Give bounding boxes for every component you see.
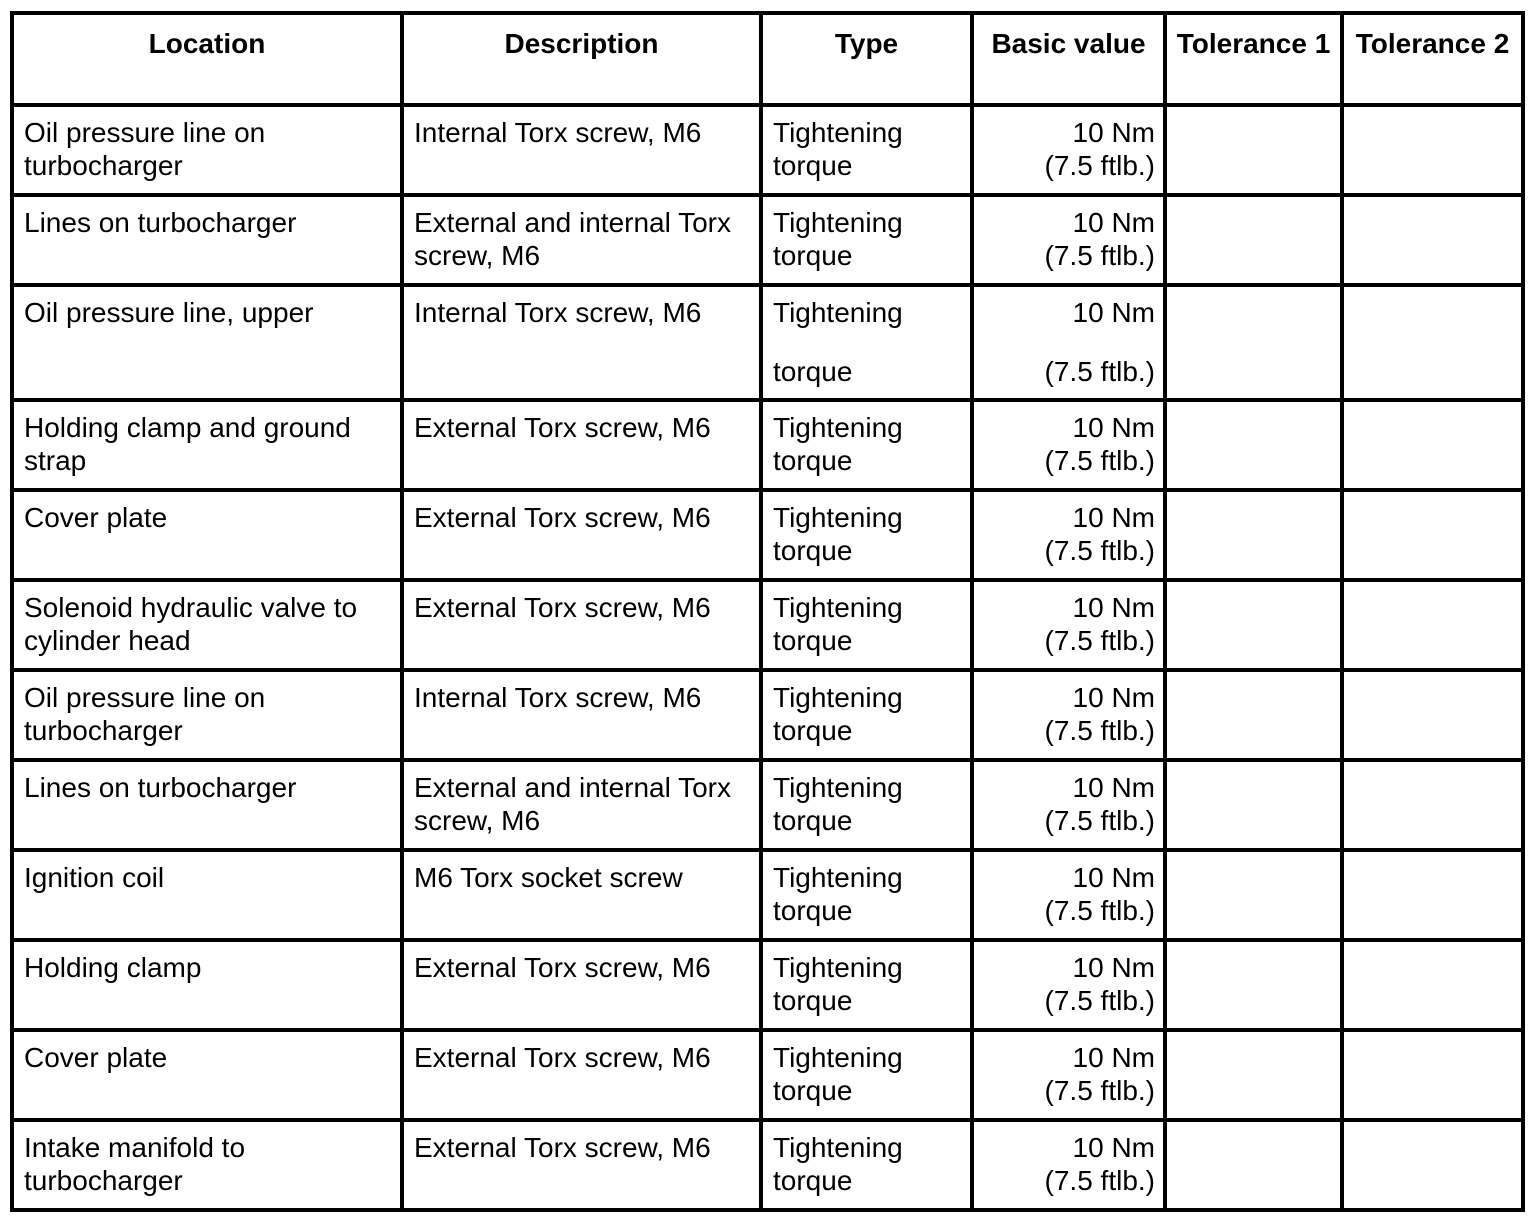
cell-location: Oil pressure line on turbocharger — [12, 105, 402, 195]
type-line-2: torque — [773, 356, 853, 387]
type-line-1: Tightening — [773, 772, 903, 803]
table-row — [12, 760, 1523, 850]
cell-description: External Torx screw, M6 — [402, 940, 761, 1030]
cell-tolerance-2 — [1342, 195, 1523, 285]
basic-value-imperial: (7.5 ftlb.) — [1044, 535, 1155, 566]
basic-value-metric: 10 Nm — [1072, 952, 1155, 983]
basic-value-imperial: (7.5 ftlb.) — [1044, 1075, 1155, 1106]
cell-description: External Torx screw, M6 — [402, 400, 761, 490]
basic-value-imperial: (7.5 ftlb.) — [1044, 805, 1155, 836]
type-line-1: Tightening — [773, 117, 903, 148]
cell-basic-value — [972, 670, 1165, 760]
cell-description: External Torx screw, M6 — [402, 1030, 761, 1120]
cell-type — [761, 1120, 972, 1210]
cell-basic-value — [972, 105, 1165, 195]
header-basic-value: Basic value — [972, 13, 1165, 105]
cell-location: Cover plate — [12, 1030, 402, 1120]
cell-tolerance-2 — [1342, 580, 1523, 670]
basic-value-imperial: (7.5 ftlb.) — [1044, 625, 1155, 656]
basic-value-metric: 10 Nm — [1072, 207, 1155, 238]
cell-basic-value — [972, 1120, 1165, 1210]
table-row — [12, 1030, 1523, 1120]
cell-basic-value — [972, 940, 1165, 1030]
cell-tolerance-2 — [1342, 670, 1523, 760]
type-line-1: Tightening — [773, 207, 903, 238]
cell-type — [761, 195, 972, 285]
cell-basic-value — [972, 760, 1165, 850]
cell-tolerance-1 — [1165, 400, 1342, 490]
cell-location: Lines on turbocharger — [12, 760, 402, 850]
cell-location: Lines on turbocharger — [12, 195, 402, 285]
cell-location: Cover plate — [12, 490, 402, 580]
type-line-1: Tightening — [773, 862, 903, 893]
cell-description: External Torx screw, M6 — [402, 490, 761, 580]
header-type: Type — [761, 13, 972, 105]
cell-type — [761, 760, 972, 850]
type-line-2: torque — [773, 445, 853, 476]
cell-type — [761, 1030, 972, 1120]
cell-basic-value — [972, 490, 1165, 580]
type-line-1: Tightening — [773, 502, 903, 533]
basic-value-imperial: (7.5 ftlb.) — [1044, 240, 1155, 271]
cell-tolerance-1 — [1165, 670, 1342, 760]
type-line-1: Tightening — [773, 682, 903, 713]
cell-type — [761, 580, 972, 670]
cell-type — [761, 850, 972, 940]
cell-location: Ignition coil — [12, 850, 402, 940]
cell-tolerance-2 — [1342, 400, 1523, 490]
basic-value-imperial: (7.5 ftlb.) — [1044, 715, 1155, 746]
table-row — [12, 580, 1523, 670]
cell-basic-value — [972, 400, 1165, 490]
cell-type — [761, 285, 972, 400]
basic-value-imperial: (7.5 ftlb.) — [1044, 985, 1155, 1016]
cell-location: Holding clamp and ground strap — [12, 400, 402, 490]
table-row — [12, 285, 1523, 400]
cell-description: External Torx screw, M6 — [402, 1120, 761, 1210]
table-row — [12, 670, 1523, 760]
basic-value-metric: 10 Nm — [1072, 297, 1155, 328]
cell-location: Oil pressure line, upper — [12, 285, 402, 400]
type-line-2: torque — [773, 625, 853, 656]
basic-value-metric: 10 Nm — [1072, 117, 1155, 148]
type-line-2: torque — [773, 240, 853, 271]
cell-basic-value — [972, 1030, 1165, 1120]
type-line-2: torque — [773, 1075, 853, 1106]
cell-basic-value — [972, 850, 1165, 940]
cell-tolerance-1 — [1165, 760, 1342, 850]
type-line-1: Tightening — [773, 952, 903, 983]
cell-basic-value — [972, 285, 1165, 400]
basic-value-metric: 10 Nm — [1072, 1132, 1155, 1163]
basic-value-metric: 10 Nm — [1072, 592, 1155, 623]
cell-type — [761, 105, 972, 195]
table-row — [12, 195, 1523, 285]
type-line-2: torque — [773, 150, 853, 181]
cell-tolerance-1 — [1165, 580, 1342, 670]
type-line-1: Tightening — [773, 412, 903, 443]
cell-tolerance-2 — [1342, 1030, 1523, 1120]
table-row — [12, 490, 1523, 580]
table-header-row — [12, 13, 1523, 105]
cell-type — [761, 670, 972, 760]
type-line-1: Tightening — [773, 297, 903, 328]
cell-tolerance-2 — [1342, 940, 1523, 1030]
table-row — [12, 940, 1523, 1030]
type-line-2: torque — [773, 715, 853, 746]
cell-basic-value — [972, 195, 1165, 285]
cell-basic-value — [972, 580, 1165, 670]
cell-tolerance-1 — [1165, 1120, 1342, 1210]
cell-type — [761, 940, 972, 1030]
table-row — [12, 105, 1523, 195]
cell-tolerance-2 — [1342, 285, 1523, 400]
cell-tolerance-1 — [1165, 285, 1342, 400]
cell-description: Internal Torx screw, M6 — [402, 670, 761, 760]
cell-tolerance-2 — [1342, 850, 1523, 940]
basic-value-metric: 10 Nm — [1072, 682, 1155, 713]
cell-description: External Torx screw, M6 — [402, 580, 761, 670]
basic-value-metric: 10 Nm — [1072, 1042, 1155, 1073]
basic-value-metric: 10 Nm — [1072, 412, 1155, 443]
type-line-2: torque — [773, 535, 853, 566]
cell-description: External and internal Torx screw, M6 — [402, 195, 761, 285]
type-line-1: Tightening — [773, 592, 903, 623]
table-row — [12, 400, 1523, 490]
cell-description: Internal Torx screw, M6 — [402, 285, 761, 400]
table-row — [12, 1120, 1523, 1210]
basic-value-metric: 10 Nm — [1072, 862, 1155, 893]
cell-tolerance-2 — [1342, 1120, 1523, 1210]
cell-description: External and internal Torx screw, M6 — [402, 760, 761, 850]
type-line-2: torque — [773, 895, 853, 926]
cell-tolerance-2 — [1342, 760, 1523, 850]
cell-type — [761, 400, 972, 490]
cell-tolerance-1 — [1165, 195, 1342, 285]
cell-tolerance-2 — [1342, 490, 1523, 580]
basic-value-metric: 10 Nm — [1072, 772, 1155, 803]
table-row — [12, 850, 1523, 940]
cell-tolerance-2 — [1342, 105, 1523, 195]
cell-tolerance-1 — [1165, 1030, 1342, 1120]
header-description: Description — [402, 13, 761, 105]
header-tolerance-2: Tolerance 2 — [1342, 13, 1523, 105]
cell-location: Holding clamp — [12, 940, 402, 1030]
cell-description: Internal Torx screw, M6 — [402, 105, 761, 195]
basic-value-imperial: (7.5 ftlb.) — [1044, 1165, 1155, 1196]
cell-tolerance-1 — [1165, 490, 1342, 580]
cell-type — [761, 490, 972, 580]
type-line-2: torque — [773, 805, 853, 836]
basic-value-imperial: (7.5 ftlb.) — [1044, 150, 1155, 181]
type-line-2: torque — [773, 1165, 853, 1196]
cell-location: Oil pressure line on turbocharger — [12, 670, 402, 760]
cell-description: M6 Torx socket screw — [402, 850, 761, 940]
basic-value-imperial: (7.5 ftlb.) — [1044, 445, 1155, 476]
cell-tolerance-1 — [1165, 105, 1342, 195]
torque-spec-table — [10, 11, 1525, 1212]
basic-value-metric: 10 Nm — [1072, 502, 1155, 533]
cell-location: Intake manifold to turbocharger — [12, 1120, 402, 1210]
header-tolerance-1: Tolerance 1 — [1165, 13, 1342, 105]
type-line-2: torque — [773, 985, 853, 1016]
header-location: Location — [12, 13, 402, 105]
cell-tolerance-1 — [1165, 850, 1342, 940]
type-line-1: Tightening — [773, 1132, 903, 1163]
type-line-1: Tightening — [773, 1042, 903, 1073]
cell-location: Solenoid hydraulic valve to cylinder head — [12, 580, 402, 670]
basic-value-imperial: (7.5 ftlb.) — [1044, 356, 1155, 387]
basic-value-imperial: (7.5 ftlb.) — [1044, 895, 1155, 926]
cell-tolerance-1 — [1165, 940, 1342, 1030]
